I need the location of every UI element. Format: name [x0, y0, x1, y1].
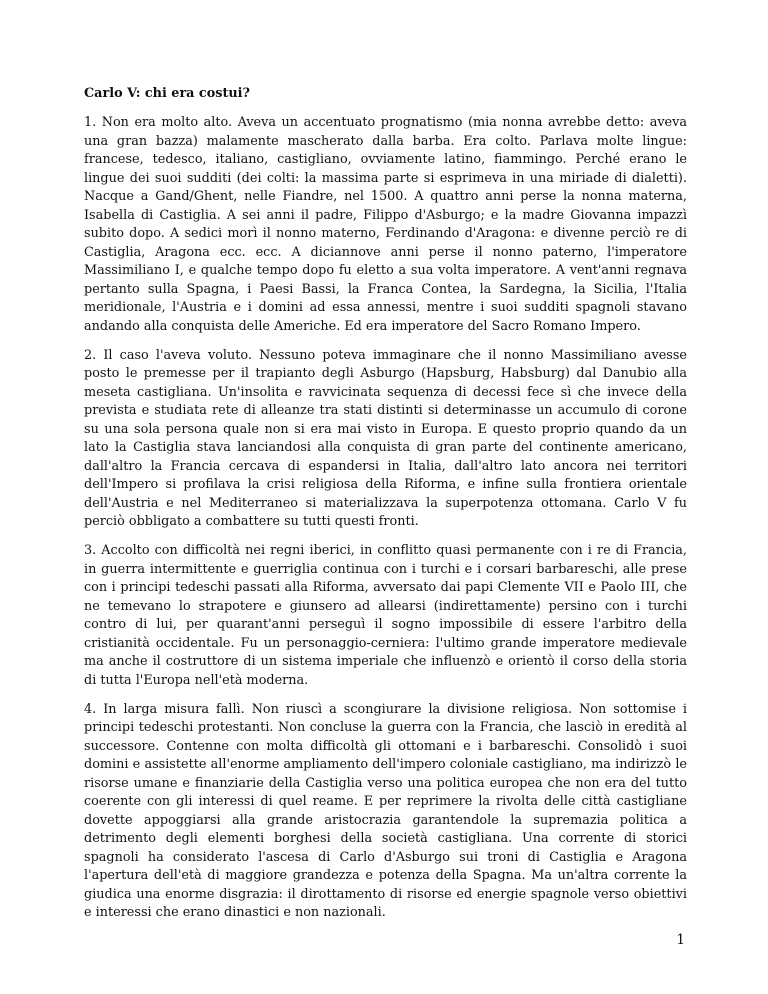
paragraph-2: 2. Il caso l'aveva voluto. Nessuno poteva immaginare che il nonno Massimiliano avesse posto le premesse per il trapianto degli Asburgo (Hapsburg, Habsburg) dal Danubio alla meseta castigliana. Un'insolita e ravvicinata sequenza di decessi fece sì che invece della prevista e studiata rete di alleanze tra stati distinti si determinasse un accumulo di corone su una sola persona quale non si era mai visto in Europa. E questo proprio quando da un lato la Castiglia stava lanciandosi alla conquista di gran parte del continente americano, dall'altro la Francia cercava di espandersi in Italia, dall'altro lato ancora nei territori dell'Impero si profilava la crisi religiosa della Riforma, e infine sulla frontiera orientale dell'Austria e nel Mediterraneo si materializzava la superpotenza ottomana. Carlo V fu perciò obbligato a combattere su tutti questi fronti.: [84, 347, 687, 529]
document-title: Carlo V: chi era costui?: [84, 86, 251, 101]
document-page: [84, 84, 687, 933]
paragraph-1: 1. Non era molto alto. Aveva un accentuato prognatismo (mia nonna avrebbe detto: aveva una gran bazza) malamente mascherato dalla barba. Era colto. Parlava molte lingue: francese, tedesco, italiano, castigliano, ovviamente latino, fiammingo. Perché erano le lingue dei suoi sudditi (dei colti: la massima parte si esprimeva in una miriade di dialetti). Nacque a Gand/Ghent, nelle Fiandre, nel 1500. A quattro anni perse la nonna materna, Isabella di Castiglia. A sei anni il padre, Filippo d'Asburgo; e la madre Giovanna impazzì subito dopo. A sedici morì il nonno materno, Ferdinando d'Aragona: e divenne perciò re di Castiglia, Aragona ecc. ecc. A diciannove anni perse il nonno paterno, l'imperatore Massimiliano I, e qualche tempo dopo fu eletto a sua volta imperatore. A vent'anni regnava pertanto sulla Spagna, i Paesi Bassi, la Franca Contea, la Sardegna, la Sicilia, l'Italia meridionale, l'Austria e i domini ad essa annessi, mentre i suoi sudditi spagnoli stavano andando alla conquista delle Americhe. Ed era imperatore del Sacro Romano Impero.: [84, 115, 687, 334]
page-number: 1: [676, 932, 685, 948]
paragraph-3: 3. Accolto con difficoltà nei regni iberici, in conflitto quasi permanente con i re di Francia, in guerra intermittente e guerriglia continua con i turchi e i corsari barbareschi, alle prese con i principi tedeschi passati alla Riforma, avversato dai papi Clemente VII e Paolo III, che ne temevano lo strapotere e giunsero ad allearsi (indirettamente) persino con i turchi contro di lui, per quarant'anni perseguì il sogno impossibile di essere l'arbitro della cristianità occidentale. Fu un personaggio-cerniera: l'ultimo grande imperatore medievale ma anche il costruttore di un sistema imperiale che influenzò e orientò il corso della storia di tutta l'Europa nell'età moderna.: [84, 543, 687, 688]
paragraph-4: 4. In larga misura fallì. Non riuscì a scongiurare la divisione religiosa. Non sottomise i principi tedeschi protestanti. Non concluse la guerra con la Francia, che lasciò in eredità al successore. Contenne con molta difficoltà gli ottomani e i barbareschi. Consolidò i suoi domini e assistette all'enorme ampliamento dell'impero coloniale castigliano, ma indirizzò le risorse umane e finanziarie della Castiglia verso una politica europea che non era del tutto coerente con gli interessi di quel reame. E per reprimere la rivolta delle città castigliane dovette appoggiarsi alla grande aristocrazia garantendole la supremazia politica a detrimento degli elementi borghesi della società castigliana. Una corrente di storici spagnoli ha considerato l'ascesa di Carlo d'Asburgo sui troni di Castiglia e Aragona l'apertura dell'età di maggiore grandezza e potenza della Spagna. Ma un'altra corrente la giudica una enorme disgrazia: il dirottamento di risorse ed energie spagnole verso obiettivi e interessi che erano dinastici e non nazionali.: [84, 701, 687, 920]
